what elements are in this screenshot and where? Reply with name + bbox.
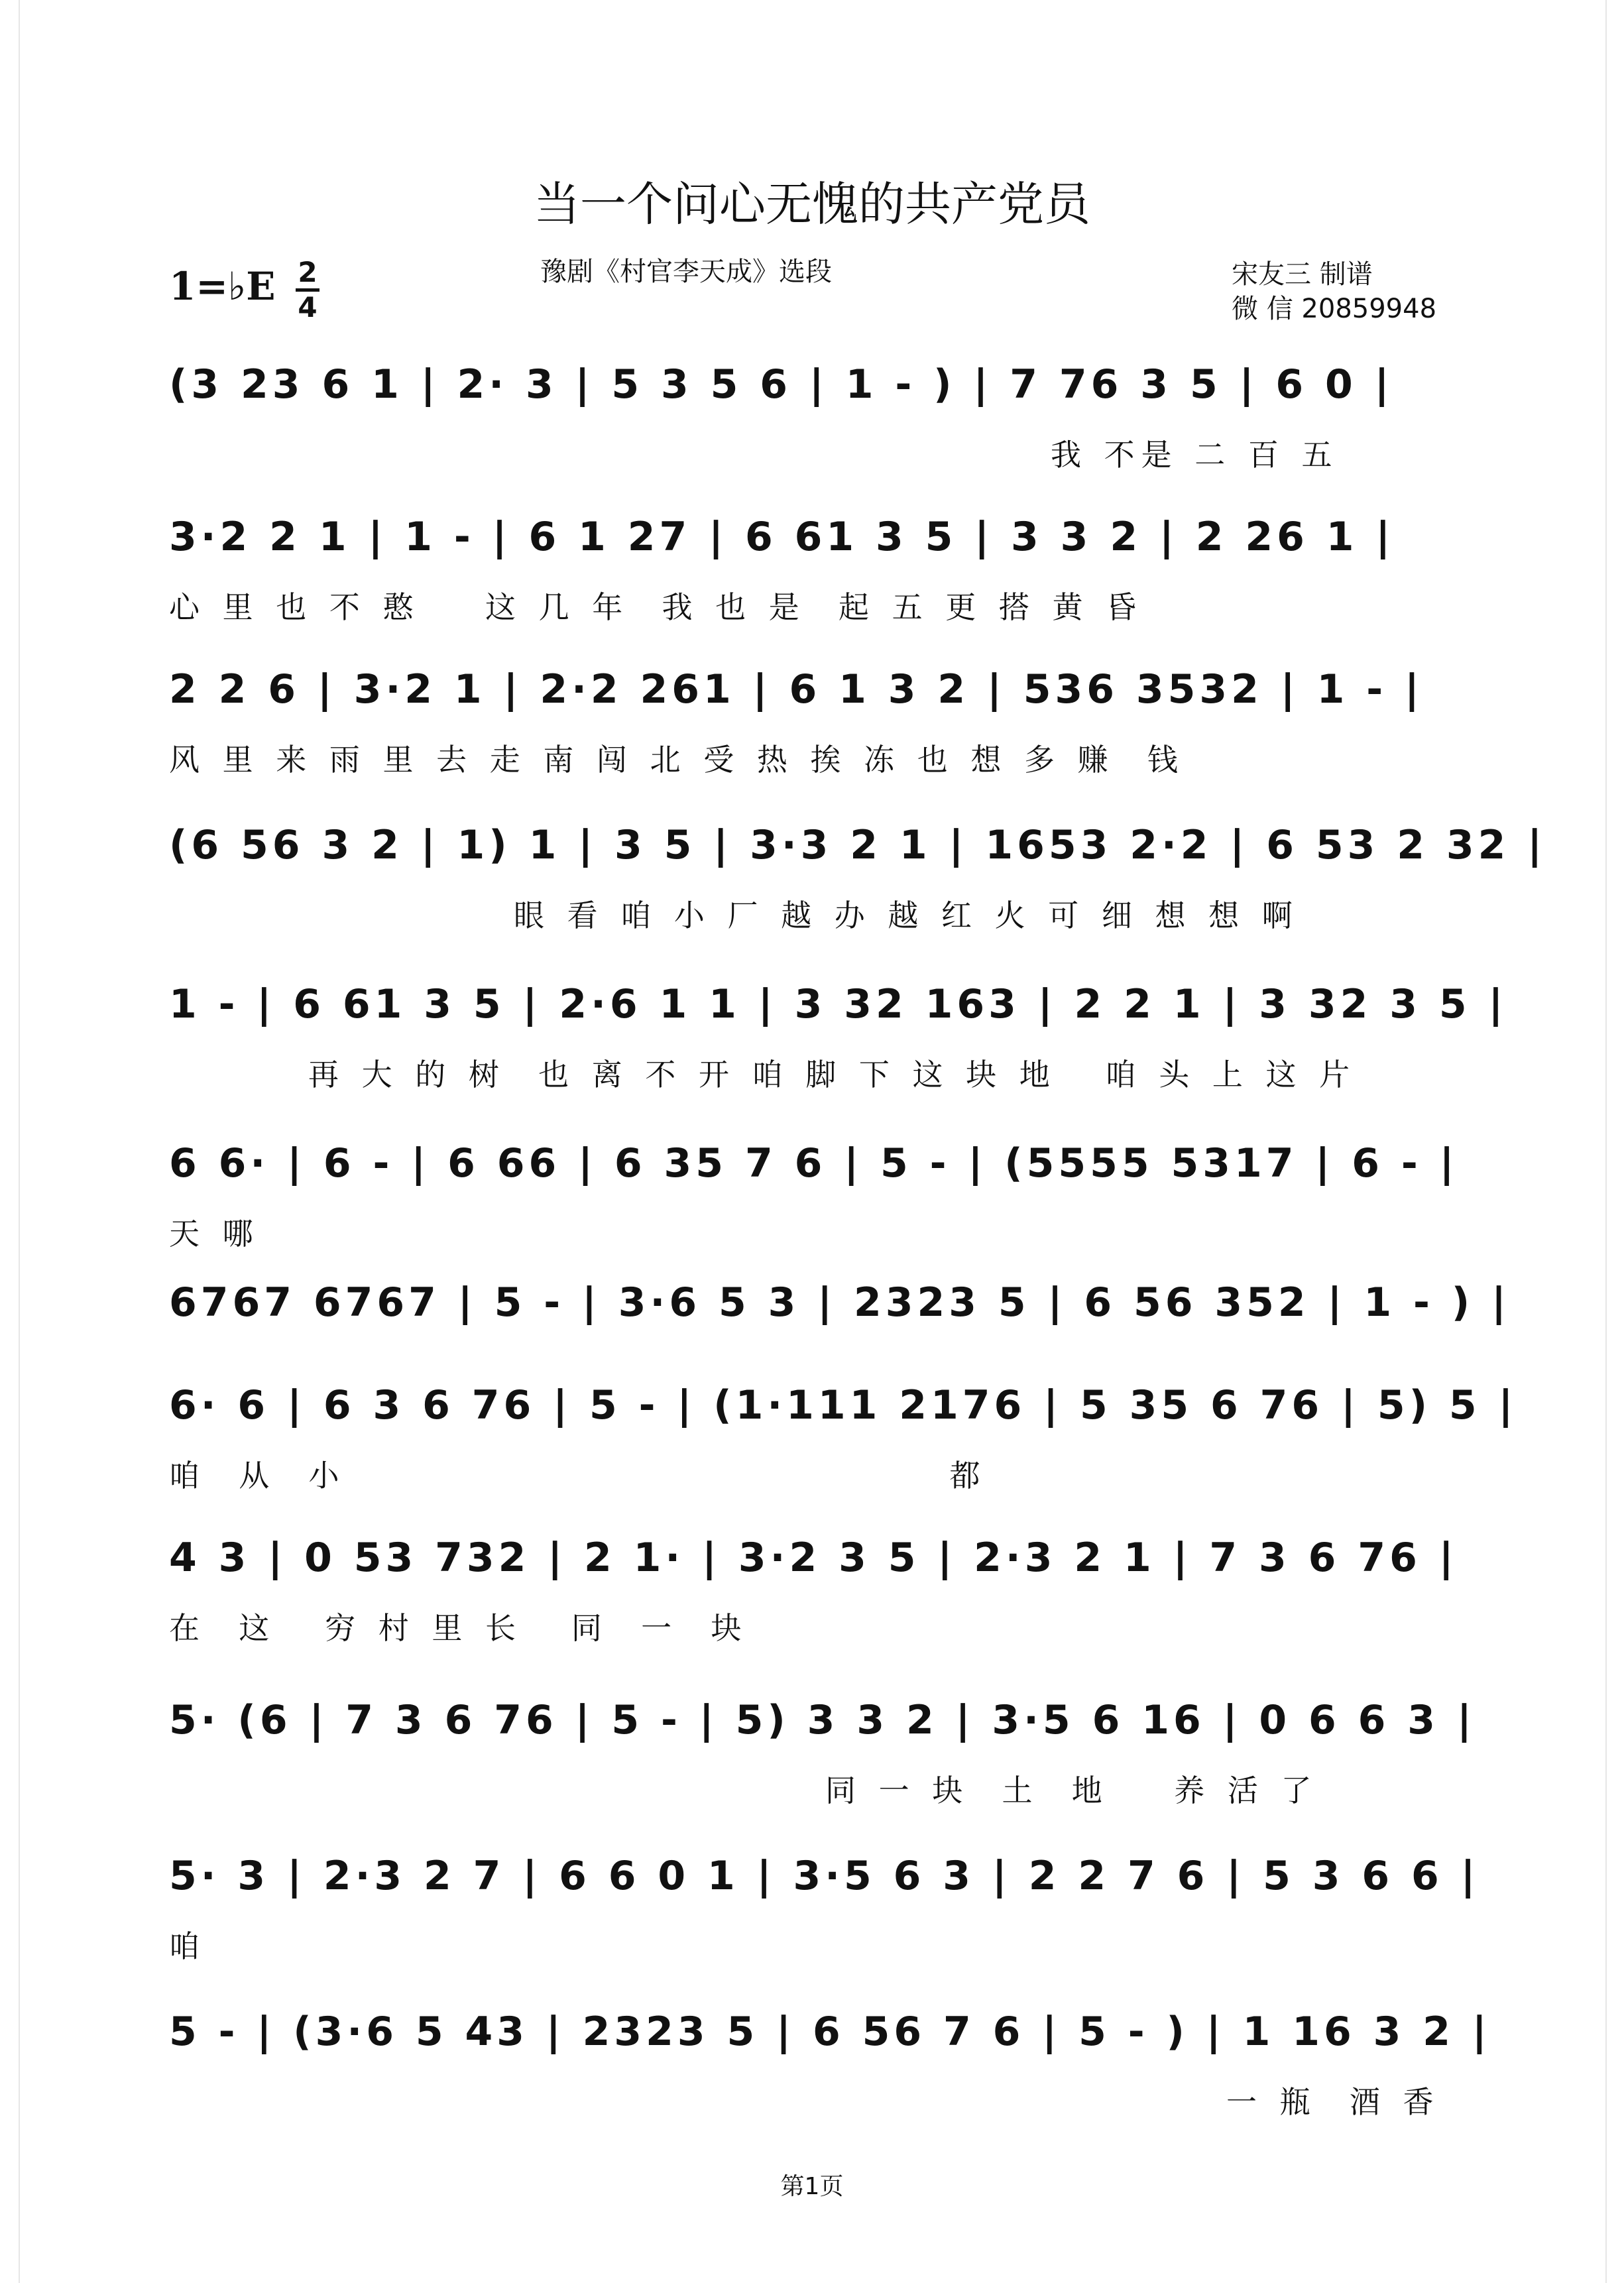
meter-top: 2 <box>298 256 318 288</box>
score-row <box>169 1279 1510 1326</box>
wechat-credit: 微 信 20859948 <box>1232 294 1437 324</box>
row-notes: 5· 3 | 2·3 2 7 | 6 6 0 1 | 3·5 6 3 | 2 2 7 6 | 5 3 6 6 | <box>169 1853 1479 1899</box>
row-lyrics: 一 瓶 酒 香 <box>1226 2084 1440 2120</box>
page-number: 第1页 <box>780 2173 844 2200</box>
row-lyrics: 咱 从 小 都 <box>169 1458 987 1493</box>
row-notes: 6767 6767 | 5 - | 3·6 5 3 | 2323 5 | 6 56 352 | 1 - ) | <box>169 1279 1510 1326</box>
score-row <box>169 1853 1479 1964</box>
score-row <box>169 361 1462 473</box>
score-title: 当一个问心无愧的共产党员 <box>534 177 1090 231</box>
row-lyrics: 在 这 穷 村 里 长 同 一 块 <box>169 1610 748 1646</box>
row-lyrics: 天 哪 <box>169 1216 260 1252</box>
score-row <box>169 822 1546 933</box>
row-lyrics: 咱 <box>169 1928 206 1964</box>
score-row <box>169 1697 1476 1808</box>
row-notes: (3 23 6 1 | 2· 3 | 5 3 5 6 | 1 - ) | 7 76 3 5 | 6 0 | <box>169 361 1393 408</box>
row-notes: 5 - | (3·6 5 43 | 2323 5 | 6 56 7 6 | 5 - ) | 1 16 3 2 | <box>169 2009 1491 2055</box>
score-row <box>169 666 1462 778</box>
row-lyrics: 再 大 的 树 也 离 不 开 咱 脚 下 这 块 地 咱 头 上 这 片 <box>308 1057 1357 1092</box>
row-notes: 3·2 2 1 | 1 - | 6 1 27 | 6 61 3 5 | 3 3 2 | 2 26 1 | <box>169 514 1395 560</box>
score-row <box>169 1140 1462 1252</box>
row-notes: 1 - | 6 61 3 5 | 2·6 1 1 | 3 32 163 | 2 2 1 | 3 32 3 5 | <box>169 981 1507 1027</box>
score-row <box>169 514 1462 625</box>
row-lyrics: 我 不是 二 百 五 <box>1051 437 1339 473</box>
row-lyrics: 心 里 也 不 憨 这 几 年 我 也 是 起 五 更 搭 黄 昏 <box>169 589 1143 625</box>
score-subtitle: 豫剧《村官李天成》选段 <box>540 257 832 287</box>
meter-bottom: 4 <box>298 291 318 323</box>
score-row <box>169 981 1507 1092</box>
row-notes: 4 3 | 0 53 732 | 2 1· | 3·2 3 5 | 2·3 2 1 | 7 3 6 76 | <box>169 1535 1458 1581</box>
row-notes: (6 56 3 2 | 1) 1 | 3 5 | 3·3 2 1 | 1653 2·2 | 6 53 2 32 | <box>169 822 1546 868</box>
row-notes: 2 2 6 | 3·2 1 | 2·2 261 | 6 1 3 2 | 536 3532 | 1 - | <box>169 666 1423 713</box>
score-row <box>169 1535 1462 1646</box>
row-lyrics: 同 一 块 土 地 养 活 了 <box>825 1773 1318 1808</box>
score-row <box>169 1382 1517 1493</box>
row-notes: 6· 6 | 6 3 6 76 | 5 - | (1·111 2176 | 5 35 6 76 | 5) 5 | <box>169 1382 1517 1429</box>
row-lyrics: 眼 看 咱 小 厂 越 办 越 红 火 可 细 想 想 啊 <box>514 898 1299 933</box>
key-signature: 1=♭E <box>169 264 276 309</box>
time-signature <box>296 256 319 323</box>
row-notes: 6 6· | 6 - | 6 66 | 6 35 7 6 | 5 - | (5555 5317 | 6 - | <box>169 1140 1458 1187</box>
row-notes: 5· (6 | 7 3 6 76 | 5 - | 5) 3 3 2 | 3·5 6 16 | 0 6 6 3 | <box>169 1697 1476 1743</box>
score-row <box>169 2009 1491 2120</box>
row-lyrics: 风 里 来 雨 里 去 走 南 闯 北 受 热 挨 冻 也 想 多 赚 钱 <box>169 742 1185 778</box>
arranger-credit: 宋友三 制谱 <box>1232 259 1373 290</box>
